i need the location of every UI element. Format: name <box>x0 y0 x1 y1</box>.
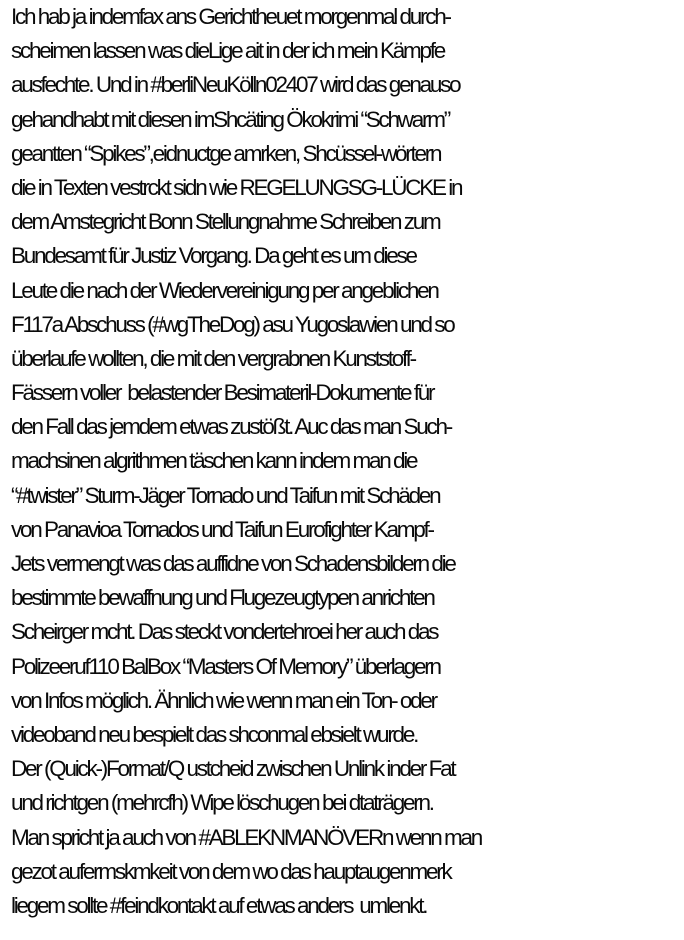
text-line-5: geantten “Spikes”,eidnuctge amrken, Shcüssel-wörtern <box>11 140 441 166</box>
text-line-15: “#twister” Sturm-Jäger Tornado und Taifun mit Schäden <box>11 482 440 508</box>
text-line-12: Fässern voller belastender Besimateril-Dokumente für <box>11 380 434 406</box>
text-line-7: dem Amstegricht Bonn Stellungnahme Schreiben zum <box>11 209 440 235</box>
text-line-10: F117a Abschuss (#wgTheDog) asu Yugoslawien und so <box>11 311 454 337</box>
text-line-11: überlaufe wollten, die mit den vergrabnen Kunststoff- <box>11 345 415 371</box>
text-line-26: gezot aufermskmkeit von dem wo das hauptaugenmerk <box>11 858 451 884</box>
text-line-14: machsinen algrithmen täschen kann indem man die <box>11 448 417 474</box>
text-line-21: von Infos möglich. Ähnlich wie wenn man ein Ton- oder <box>11 687 436 713</box>
text-line-16: von Panavioa Tornados und Taifun Eurofighter Kampf- <box>11 516 433 542</box>
text-line-8: Bundesamt für Justiz Vorgang. Da geht es um diese <box>11 243 416 269</box>
body-text <box>11 0 681 923</box>
text-line-3: ausfechte. Und in #berliNeuKölln02407 wird das genauso <box>11 72 460 98</box>
text-line-17: Jets vermengt was das auffidne von Schadensbildern die <box>11 551 455 576</box>
text-line-18: bestimmte bewaffnung und Flugezeugtypen anrichten <box>11 585 434 611</box>
text-line-20: Polizeeruf110 BalBox “Masters Of Memory” überlagern <box>11 653 440 679</box>
text-line-2: scheimen lassen was dieLige ait in der ich mein Kämpfe <box>11 38 445 64</box>
text-line-27: liegem sollte #feindkontakt auf etwas anders umlenkt. <box>11 892 427 918</box>
text-line-25: Man spricht ja auch von #ABLEKNMANÖVERn wenn man <box>11 824 482 850</box>
text-line-6: die in Texten vestrckt sidn wie REGELUNGSG-LÜCKE in <box>11 174 462 200</box>
text-line-19: Scheirger mcht. Das steckt vondertehroei her auch das <box>11 619 438 645</box>
text-line-24: und richtgen (mehrcfh) Wipe löschugen bei dtaträgern. <box>11 790 433 816</box>
text-line-4: gehandhabt mit diesen imShcäting Ökokrimi “Schwarm” <box>11 106 449 132</box>
text-line-23: Der (Quick-)Format/Q ustcheid zwischen Unlink inder Fat <box>11 756 455 782</box>
text-line-9: Leute die nach der Wiedervereinigung per angeblichen <box>11 277 438 303</box>
text-line-1: Ich hab ja indemfax ans Gerichtheuet morgenmal durch- <box>11 4 450 29</box>
text-line-13: den Fall das jemdem etwas zustößt. Auc das man Such- <box>11 414 452 440</box>
text-line-22: videoband neu bespielt das shconmal ebsielt wurde. <box>11 721 418 747</box>
